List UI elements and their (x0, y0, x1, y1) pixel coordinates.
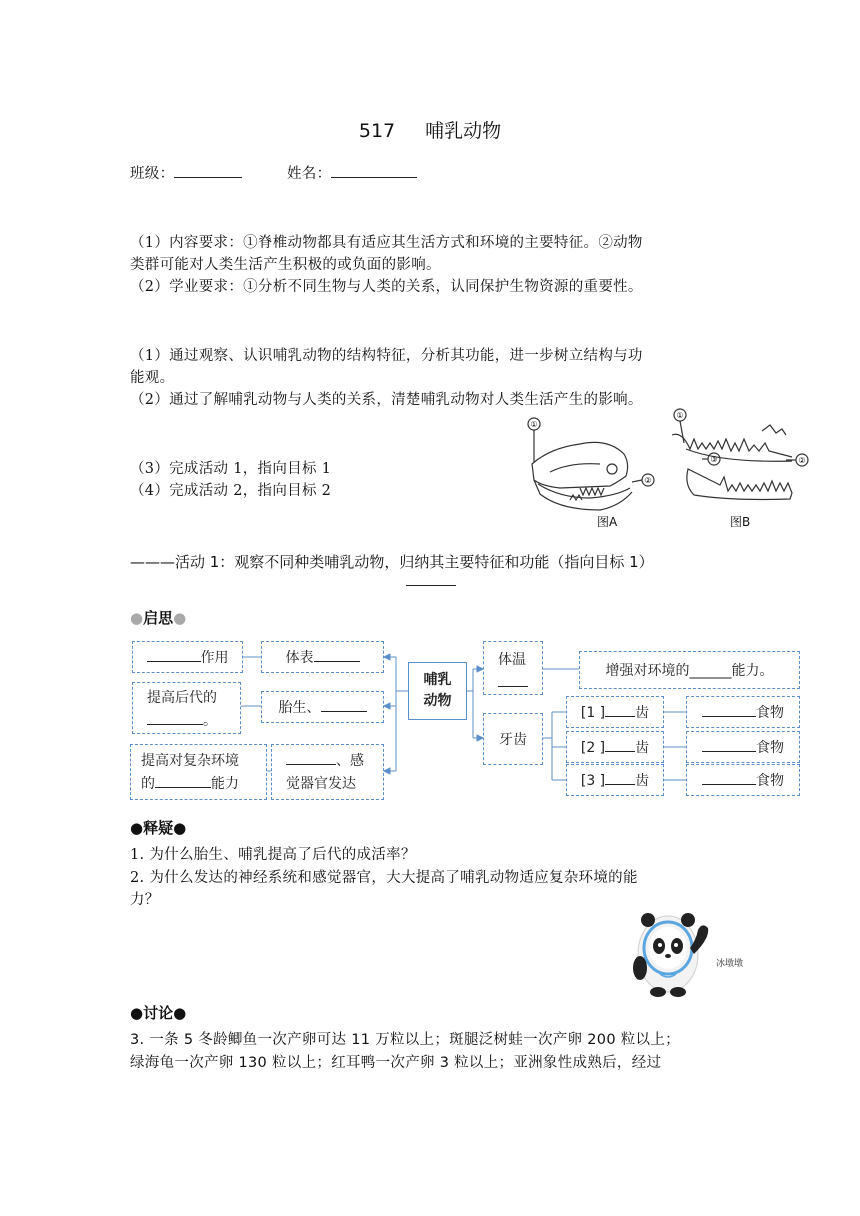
bullet-dot-icon: ● (130, 819, 144, 837)
figure-a-marker-1: ① (530, 420, 538, 429)
feature-box-teeth (483, 713, 543, 765)
activity-1-heading: ———活动 1：观察不同种类哺乳动物，归纳其主要特征和功能（指向目标 1） (130, 553, 654, 571)
figure-b-marker-2: ② (798, 456, 806, 465)
function-box-adaptability (579, 651, 800, 689)
answer-blank[interactable] (314, 648, 360, 662)
tooth-type-box-2 (566, 731, 664, 763)
feature-box-viviparous (261, 691, 384, 723)
function-text: 。 (203, 713, 217, 729)
tooth-label: [2 ] (580, 740, 606, 756)
tooth-label: 齿 (635, 740, 650, 756)
goal-line-2: 能观。 (130, 370, 175, 386)
food-label: 食物 (756, 773, 784, 789)
goal-line-1: （1）通过观察、认识哺乳动物的结构特征，分析其功能，进一步树立结构与功 (130, 348, 643, 364)
goal-line-3: （2）通过了解哺乳动物与人类的关系，清楚哺乳动物对人类生活产生的影响。 (130, 392, 643, 408)
center-node-text: 哺乳 (423, 672, 452, 688)
feature-box-body-surface (261, 641, 384, 673)
answer-blank[interactable] (702, 771, 756, 785)
function-box-protection (132, 641, 243, 673)
function-text: 提高后代的 (147, 690, 217, 706)
bing-dwen-dwen-mascot-image (628, 908, 748, 998)
question-3-line-1: 3. 一条 5 冬龄鲫鱼一次产卵可达 11 万粒以上；斑腿泛树蛙一次产卵 200 粒以上； (130, 1032, 680, 1048)
feature-text: 牙齿 (499, 732, 527, 748)
figure-b-marker-3: ③ (710, 455, 718, 464)
feature-text: 体表 (285, 650, 314, 666)
center-node-mammals (408, 662, 467, 720)
question-2-line-1: 2. 为什么发达的神经系统和感觉器官，大大提高了哺乳动物适应复杂环境的能 (130, 870, 638, 886)
shiyi-section-heading (130, 817, 186, 838)
bullet-dot-icon: ● (130, 609, 144, 627)
answer-blank[interactable] (605, 738, 635, 752)
food-box-1 (686, 696, 800, 728)
tooth-label: 齿 (635, 705, 650, 721)
standards-line-3: （2）学业要求：①分析不同生物与人类的关系，认同保护生物资源的重要性。 (130, 279, 643, 295)
function-text: 能力 (211, 776, 239, 792)
tooth-label: 齿 (635, 773, 650, 789)
answer-blank[interactable] (155, 774, 211, 788)
bullet-dot-icon: ● (173, 609, 187, 627)
lesson-number: 517 (358, 120, 396, 142)
answer-blank[interactable] (286, 751, 336, 765)
answer-blank[interactable] (147, 648, 201, 662)
center-node-text: 动物 (423, 693, 452, 709)
answer-blank[interactable] (605, 703, 635, 717)
function-text: 作用 (200, 650, 229, 666)
class-label: 班级： (130, 166, 175, 182)
question-1: 1. 为什么胎生、哺乳提高了后代的成活率？ (130, 847, 416, 863)
answer-blank[interactable] (605, 771, 635, 785)
food-box-2 (686, 731, 800, 763)
tooth-type-box-1 (566, 696, 664, 728)
figure-b-label: 图B (730, 515, 751, 529)
tooth-label: [1 ] (580, 705, 606, 721)
name-label: 姓名： (287, 166, 332, 182)
function-text: 增强对环境的______能力。 (605, 663, 774, 679)
figure-a-marker-2: ② (644, 476, 652, 485)
feature-text: 体温 (498, 652, 526, 668)
taolun-section-heading (130, 1002, 186, 1023)
answer-blank[interactable] (498, 673, 528, 687)
function-text: 提高对复杂环境 (141, 753, 239, 769)
figure-a-label: 图A (597, 515, 618, 529)
taolun-heading-text: 讨论 (143, 1004, 174, 1022)
standards-line-1: （1）内容要求：①脊椎动物都具有适应其生活方式和环境的主要特征。②动物 (130, 235, 643, 251)
feature-box-nervous-system (271, 744, 384, 800)
feature-text: 胎生、 (278, 700, 321, 716)
bullet-dot-icon: ● (173, 819, 187, 837)
tooth-type-box-3 (566, 764, 664, 796)
feature-box-body-temperature (483, 641, 543, 695)
food-label: 食物 (756, 705, 784, 721)
tooth-label: [3 ] (580, 773, 606, 789)
bullet-dot-icon: ● (173, 1004, 187, 1022)
question-3-line-2: 绿海龟一次产卵 130 粒以上；红耳鸭一次产卵 3 粒以上；亚洲象性成熟后，经过 (130, 1055, 662, 1071)
bullet-dot-icon: ● (130, 1004, 144, 1022)
food-box-3 (686, 764, 800, 796)
function-text: 的 (141, 776, 155, 792)
feature-text: 、感 (336, 753, 364, 769)
lesson-title: 哺乳动物 (425, 120, 502, 142)
feature-text: 觉器官发达 (286, 776, 356, 792)
standards-line-2: 类群可能对人类生活产生积极的或负面的影响。 (130, 257, 441, 273)
answer-blank[interactable] (702, 703, 756, 717)
goal-line-5: （4）完成活动 2，指向目标 2 (130, 483, 332, 499)
food-label: 食物 (756, 740, 784, 756)
answer-blank[interactable] (321, 698, 367, 712)
shiyi-heading-text: 释疑 (143, 819, 174, 837)
qisi-heading-text: 启思 (143, 609, 174, 627)
goal-line-4: （3）完成活动 1，指向目标 1 (130, 461, 332, 477)
function-box-environment (130, 744, 267, 800)
figure-b-marker-1: ① (676, 411, 684, 420)
mascot-caption: 冰墩墩 (716, 959, 744, 969)
answer-blank[interactable] (702, 738, 756, 752)
answer-blank[interactable] (147, 711, 203, 725)
question-2-line-2: 力？ (130, 892, 160, 908)
function-box-offspring (132, 682, 241, 734)
